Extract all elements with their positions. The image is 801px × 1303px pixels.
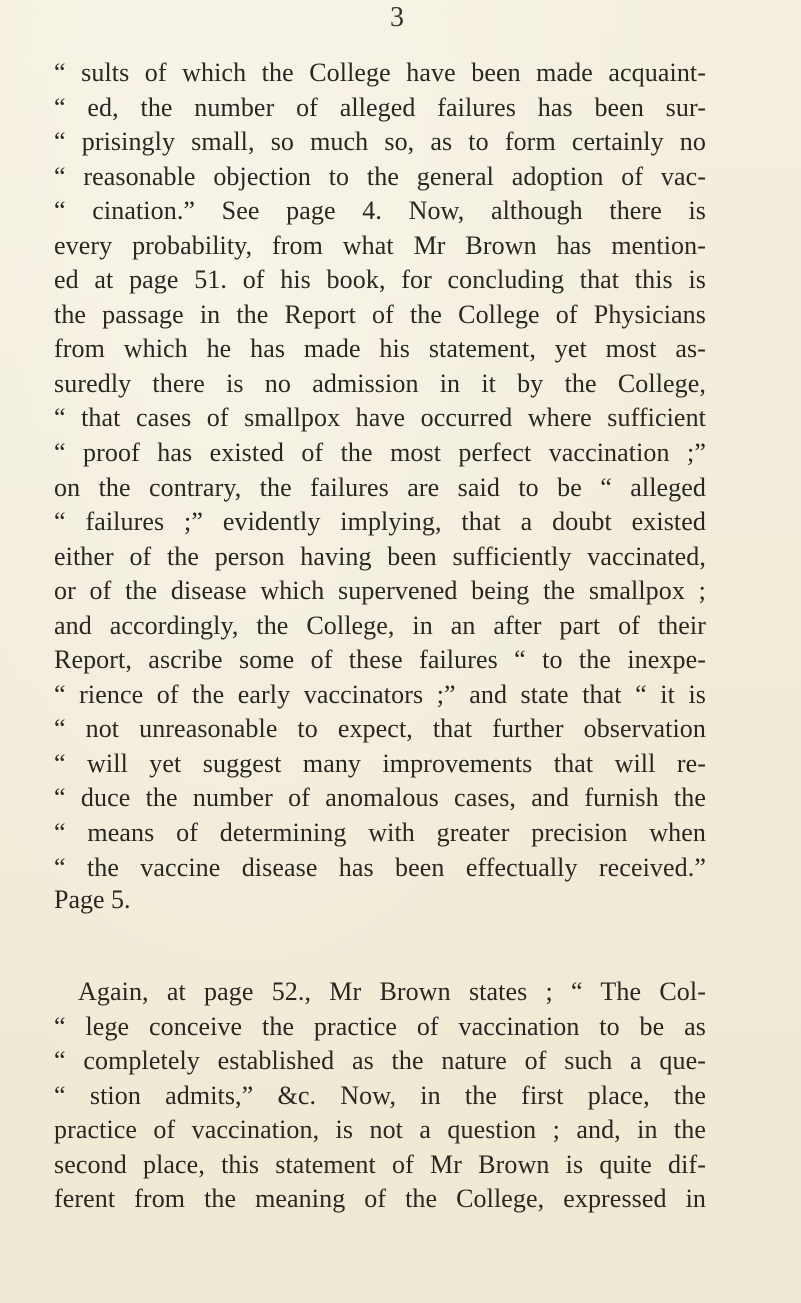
text-line: “ means of determining with greater precision when <box>54 818 706 848</box>
text-line: “ proof has existed of the most perfect vaccination ;” <box>54 438 706 468</box>
text-line: “ failures ;” evidently implying, that a doubt existed <box>54 507 706 537</box>
text-line: Report, ascribe some of these failures “ to the inexpe- <box>54 645 706 675</box>
text-line: “ the vaccine disease has been effectually received.” <box>54 852 706 882</box>
text-line: “ that cases of smallpox have occurred where sufficient <box>54 403 706 433</box>
text-line: from which he has made his statement, yet most as- <box>54 334 706 364</box>
text-line: “ duce the number of anomalous cases, and furnish the <box>54 783 706 813</box>
text-line: “ reasonable objection to the general adoption of vac- <box>54 161 706 191</box>
paragraph-gap <box>54 915 706 975</box>
text-line: “ not unreasonable to expect, that further observation <box>54 714 706 744</box>
text-line: and accordingly, the College, in an after part of their <box>54 610 706 640</box>
text-line: practice of vaccination, is not a question ; and, in the <box>54 1115 706 1145</box>
text-line: “ cination.” See page 4. Now, although there is <box>54 196 706 226</box>
text-line: either of the person having been sufficiently vaccinated, <box>54 541 706 571</box>
page-reference: Page 5. <box>54 885 131 915</box>
text-line: ed at page 51. of his book, for concluding that this is <box>54 265 706 295</box>
text-line: “ stion admits,” &c. Now, in the first place, the <box>54 1080 706 1110</box>
text-line: on the contrary, the failures are said to be “ alleged <box>54 472 706 502</box>
text-line: “ ed, the number of alleged failures has been sur- <box>54 92 706 122</box>
text-line: ferent from the meaning of the College, expressed in <box>54 1184 706 1214</box>
text-line: “ lege conceive the practice of vaccination to be as <box>54 1011 706 1041</box>
text-line: “ prisingly small, so much so, as to form certainly no <box>54 127 706 157</box>
text-line: the passage in the Report of the College of Physicians <box>54 299 706 329</box>
body-text <box>54 56 706 1217</box>
text-line: “ will yet suggest many improvements that will re- <box>54 748 706 778</box>
text-line: or of the disease which supervened being the smallpox ; <box>54 576 706 606</box>
text-line: every probability, from what Mr Brown has mention- <box>54 230 706 260</box>
text-line: “ rience of the early vaccinators ;” and state that “ it is <box>54 679 706 709</box>
text-line: second place, this statement of Mr Brown is quite dif- <box>54 1149 706 1179</box>
text-line: suredly there is no admission in it by the College, <box>54 368 706 398</box>
text-line: “ completely established as the nature of such a que- <box>54 1046 706 1076</box>
text-line: Again, at page 52., Mr Brown states ; “ The Col- <box>78 977 706 1007</box>
text-line: “ sults of which the College have been made acquaint- <box>54 58 706 87</box>
page-number: 3 <box>390 2 404 33</box>
